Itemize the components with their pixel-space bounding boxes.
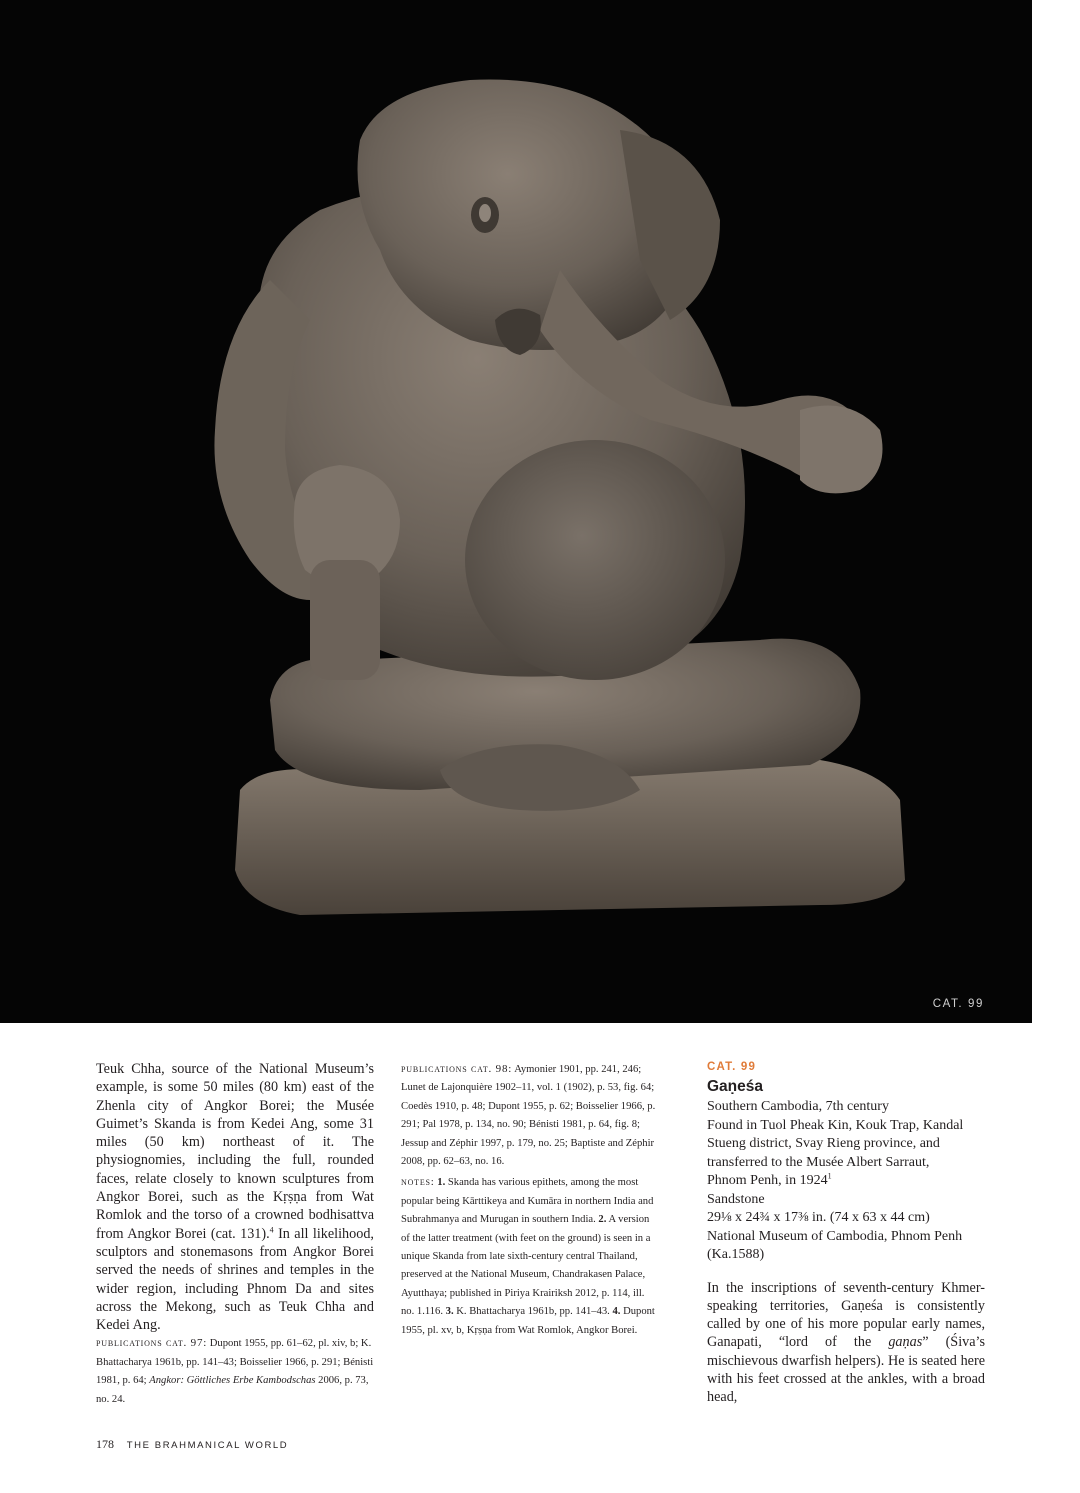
pub-italic-title: Angkor: Göttliches Erbe Kambodschas xyxy=(149,1375,316,1387)
left-column xyxy=(96,1060,374,1409)
pub-text-98: Aymonier 1901, pp. 241, 246; Lunet de Lajonquière 1902–11, vol. 1 (1902), p. 53, fig. 64; Coedès 1910, p. 48; Dupont 1955, p. 62; Boisselier 1966, p. 291; Pal 1978, p. 134, no. 90; Bénisti 1981, p. 64, fig. 8; Jessup and Zéphir 1997, p. 179, no. 25; Baptiste and Zéphir 2008, pp. 62–63, no. 16. xyxy=(401,1064,656,1168)
middle-column xyxy=(401,1060,659,1340)
left-body-text xyxy=(96,1060,374,1334)
publications-cat-98 xyxy=(401,1060,659,1171)
catalogue-number: CAT. 99 xyxy=(707,1061,757,1073)
pub-end-97: 2006, p. 73, no. 24. xyxy=(96,1375,369,1405)
left-body-part1: Teuk Chha, source of the National Museum’s example, is some 50 miles (80 km) east of the Zhenla city of Angkor Borei; the Musée Guimet’s Skanda is from Kedei Ang, some 31 miles (50 km) northeast of it. The physiognomies, including the full, rounded faces, relate closely to known sculptures from Angkor Borei, such as the Kṛṣṇa from Wat Romlok and the torso of a crowned bodhisattva from Angkor Borei (cat. 131). xyxy=(96,1061,374,1242)
meta-findspot-2: Stueng district, Svay Rieng province, and xyxy=(707,1136,940,1151)
note-4-text: Dupont 1955, pl. xv, b, Kṛṣṇa from Wat Romlok, Angkor Borei. xyxy=(401,1306,655,1336)
pub-label-97: publications cat. 97: xyxy=(96,1337,208,1350)
pub-text-97: Dupont 1955, pp. 61–62, pl. xiv, b; K. Bhattacharya 1961b, pp. 141–43; Boisselier 1966, p. 291; Bénisti 1981, p. 64; xyxy=(96,1338,374,1387)
meta-accession: (Ka.1588) xyxy=(707,1247,765,1262)
note-3-text: K. Bhattacharya 1961b, pp. 141–43. xyxy=(453,1306,610,1318)
publications-cat-97 xyxy=(96,1334,374,1409)
pub-label-98: publications cat. 98: xyxy=(401,1063,513,1075)
page-number: 178 xyxy=(96,1437,114,1451)
note-ref-1: 1 xyxy=(827,1171,832,1181)
running-head: THE BRAHMANICAL WORLD xyxy=(126,1440,289,1451)
note-1-number: 1. xyxy=(437,1177,446,1189)
note-4-number: 4. xyxy=(612,1306,621,1318)
meta-material: Sandstone xyxy=(707,1191,765,1207)
right-body-part1: In the inscriptions of seventh-century Khmer-speaking territories, Gaṇeśa is consistently called by one of his more popular early names, Ganapati, “lord of the xyxy=(707,1279,985,1351)
right-column xyxy=(707,1060,985,1407)
meta-findspot-4-text: Phnom Penh, in 1924 xyxy=(707,1173,828,1188)
right-body-italic: gaṇas xyxy=(888,1334,923,1351)
object-title: Gaṇeśa xyxy=(707,1078,764,1095)
notes-label: notes: xyxy=(401,1176,435,1189)
meta-dimensions: 29⅛ x 24¾ x 17⅜ in. (74 x 63 x 44 cm) xyxy=(707,1210,930,1225)
right-body-part2: ” (Śiva’s mischievous dwarfish helpers). He is seated here with his feet crossed at the ankles, with a broad head, xyxy=(707,1334,985,1406)
notes-block xyxy=(401,1173,659,1340)
meta-date: Southern Cambodia, 7th century xyxy=(707,1099,889,1114)
meta-collection: National Museum of Cambodia, Phnom Penh xyxy=(707,1228,963,1244)
right-body-text xyxy=(707,1279,985,1407)
note-1-text: Skanda has various epithets, among the most popular being Kārttikeya and Kumāra in northern India and Subrahmanya and Murugan in southern India. xyxy=(401,1177,654,1226)
note-2-text: A version of the latter treatment (with feet on the ground) is seen in a unique Skanda from late sixth-century central Thailand, preserved at the National Museum, Chandrakasen Palace, Ayutthaya; published in Piriya Krairiksh 2012, p. 114, ill. no. 1.116. xyxy=(401,1214,651,1318)
meta-findspot-1: Found in Tuol Pheak Kin, Kouk Trap, Kandal xyxy=(707,1117,964,1133)
photo-caption: CAT. 99 xyxy=(932,998,984,1010)
meta-findspot-4 xyxy=(707,1172,985,1191)
meta-findspot-3: transferred to the Musée Albert Sarraut, xyxy=(707,1154,930,1170)
note-ref-4: 4 xyxy=(269,1224,274,1234)
note-3-number: 3. xyxy=(445,1306,454,1318)
page-footer xyxy=(96,1437,288,1452)
left-body-part2: In all likelihood, sculptors and stonemasons from Angkor Borei served the needs of shrines and temples in the wider region, including Phnom Da and sites across the Mekong, such as Teuk Chha and Kedei Ang. xyxy=(96,1225,374,1334)
note-2-number: 2. xyxy=(598,1214,607,1226)
